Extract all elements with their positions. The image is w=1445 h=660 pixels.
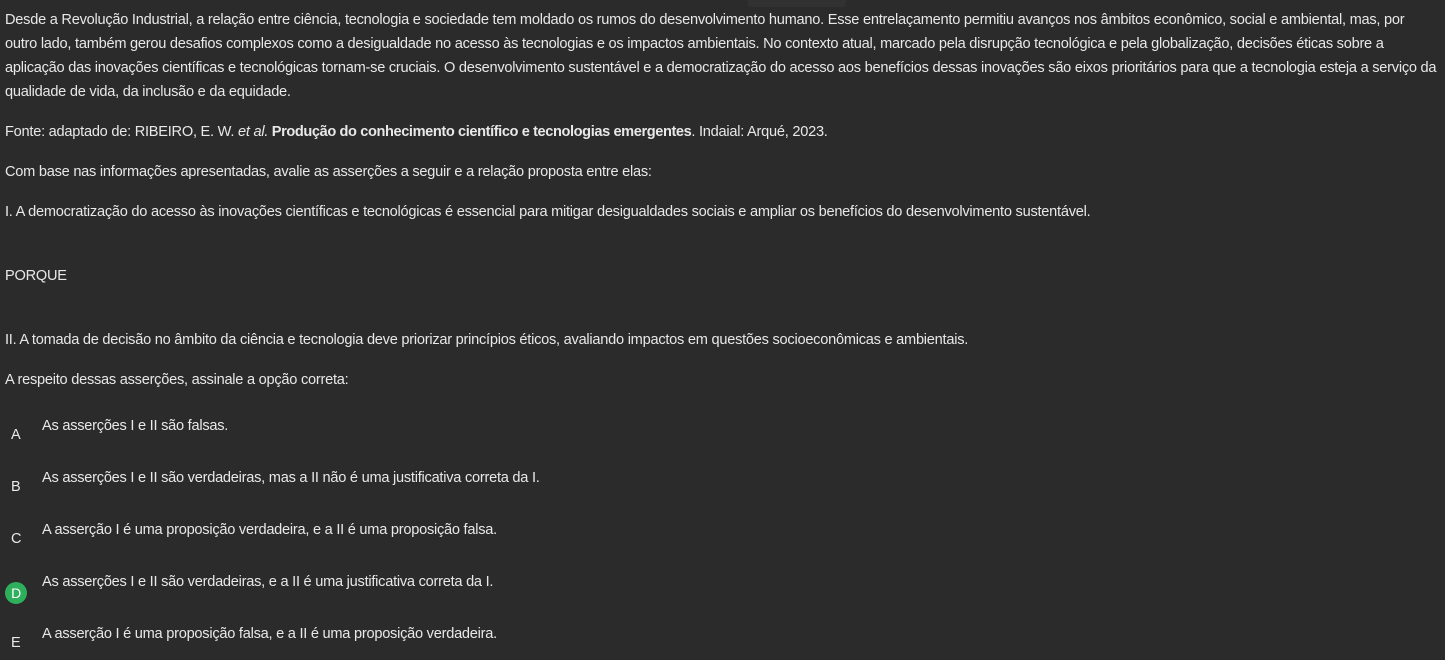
assertion-one: I. A democratização do acesso às inovações científicas e tecnológicas é essencial para mitigar desigualdades sociais e ampliar os benefícios do desenvolvimento sustentável. xyxy=(5,204,1091,220)
option-text-b[interactable]: As asserções I e II são verdadeiras, mas a II não é uma justificativa correta da I. xyxy=(42,470,540,486)
question-body xyxy=(5,8,1437,104)
option-c[interactable] xyxy=(0,518,1440,558)
option-letter-a[interactable]: A xyxy=(11,427,21,443)
source-etal: et al. xyxy=(237,124,269,140)
option-text-d[interactable]: As asserções I e II são verdadeiras, e a II é uma justificativa correta da I. xyxy=(42,574,494,590)
option-letter-d-selected[interactable]: D xyxy=(5,582,27,604)
assertion-two: II. A tomada de decisão no âmbito da ciência e tecnologia deve priorizar princípios éticos, avaliando impactos em questões socioeconômicas e ambientais. xyxy=(5,332,969,348)
source-citation xyxy=(5,120,828,144)
option-e[interactable] xyxy=(0,622,1440,660)
source-suffix: . Indaial: Arqué, 2023. xyxy=(691,124,828,140)
answer-prompt: A respeito dessas asserções, assinale a opção correta: xyxy=(5,372,349,388)
option-letter-c[interactable]: C xyxy=(11,531,22,547)
option-b[interactable] xyxy=(0,466,1440,506)
option-text-e[interactable]: A asserção I é uma proposição falsa, e a II é uma proposição verdadeira. xyxy=(42,626,497,642)
option-text-c[interactable]: A asserção I é uma proposição verdadeira, e a II é uma proposição falsa. xyxy=(42,522,497,538)
source-prefix: Fonte: adaptado de: RIBEIRO, E. W. xyxy=(5,124,238,140)
connector-porque: PORQUE xyxy=(5,268,67,284)
option-a[interactable] xyxy=(0,414,1440,454)
question-intro-text: Desde a Revolução Industrial, a relação entre ciência, tecnologia e sociedade tem moldado os rumos do desenvolvimento humano. Esse entrelaçamento permitiu avanços nos âmbitos econômico, social e ambiental, mas, por outro lado, também gerou desafios complexos como a desigualdade no acesso às tecnologias e os impactos ambientais. No contexto atual, marcado pela disrupção tecnológica e pela globalização, decisões éticas sobre a aplicação das inovações científicas e tecnológicas tornam-se cruciais. O desenvolvimento sustentável e a democratização do acesso aos benefícios dessas inovações são eixos prioritários para que a tecnologia esteja a serviço da qualidade de vida, da inclusão e da equidade. xyxy=(5,12,1437,100)
option-letter-e[interactable]: E xyxy=(11,635,21,651)
instruction-text: Com base nas informações apresentadas, avalie as asserções a seguir e a relação proposta entre elas: xyxy=(5,164,652,180)
option-letter-b[interactable]: B xyxy=(11,479,21,495)
option-d[interactable] xyxy=(0,570,1440,610)
option-text-a[interactable]: As asserções I e II são falsas. xyxy=(42,418,229,434)
top-tab-handle xyxy=(748,0,846,7)
source-title: Produção do conhecimento científico e tecnologias emergentes xyxy=(268,124,692,140)
